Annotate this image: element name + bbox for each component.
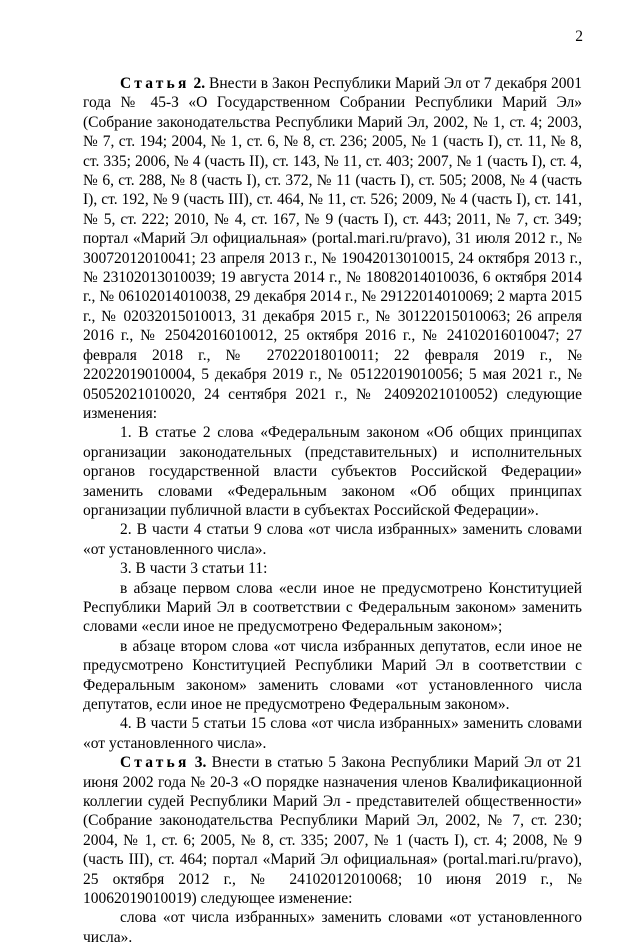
article-3-item: слова «от числа избранных» заменить словами «от установленного числа». [83,909,582,946]
article-2-item: 3. В части 3 статьи 11: [120,560,268,578]
article-2-item: 4. В части 5 статьи 15 слова «от числа избранных» заменить словами «от установленного числа». [83,715,582,752]
document-body [83,74,582,947]
article-2-intro [83,74,582,423]
article-3-text: Внести в статью 5 Закона Республики Марий Эл от 21 июня 2002 года № 20-З «О порядке назначения членов Квалификационной коллегии судей Республики Марий Эл - представителей общественности» (Собрание законодательства Республики Марий Эл, 2002, № 7, ст. 230; 2004, № 1, ст. 6; 2005, № 8, ст. 335; 2007, № 1 (часть I), ст. 4; 2008, № 9 (часть III), ст. 464; портал «Марий Эл официальная» (portal.mari.ru/pravo), 25 октября 2012 г., № 24102012010068; 10 июня 2019 г., № 10062019010019) следующее изменение: [83,754,582,908]
article-3-label: Статья [120,754,190,772]
article-2-item: в абзаце первом слова «если иное не предусмотрено Конституцией Республики Марий Эл в соответствии с Федеральным законом» заменить словами «если иное не предусмотрено Федеральным законом»; [83,579,582,636]
article-3-number: 3. [194,754,207,772]
article-2-item: 2. В части 4 статьи 9 слова «от числа избранных» заменить словами «от установленного числа». [83,521,582,558]
article-3-intro [83,753,582,908]
page-number: 2 [575,28,583,45]
article-2-item: 1. В статье 2 слова «Федеральным законом «Об общих принципах организации законодательных (представительных) и исполнительных органов государственной власти субъектов Российской Федерации» заменить словами «Федеральным законом «Об общих принципах организации публичной власти в субъектах Российской Федерации». [83,424,582,519]
article-2-text: Внести в Закон Республики Марий Эл от 7 декабря 2001 года № 45-З «О Государственном Собрании Республики Марий Эл» (Собрание законодательства Республики Марий Эл, 2002, № 1, ст. 4; 2003, № 7, ст. 194; 2004, № 1, ст. 6, № 8, ст. 236; 2005, № 1 (часть I), ст. 11, № 8, ст. 335; 2006, № 4 (часть II), ст. 143, № 11, ст. 403; 2007, № 1 (часть I), ст. 4, № 6, ст. 288, № 8 (часть I), ст. 372, № 11 (часть I), ст. 505; 2008, № 4 (часть I), ст. 192, № 9 (часть III), ст. 464, № 11, ст. 526; 2009, № 4 (часть I), ст. 141, № 5, ст. 222; 2010, № 4, ст. 167, № 9 (часть I), ст. 443; 2011, № 7, ст. 349; портал «Марий Эл официальная» (portal.mari.ru/pravo), 31 июля 2012 г., № 30072012010041; 23 апреля 2013 г., № 19042013010015, 24 октября 2013 г., № 23102013010039; 19 августа 2014 г., № 18082014010036, 6 октября 2014 г., № 06102014010038, 29 декабря 2014 г., № 29122014010069; 2 марта 2015 г., № 02032015010013, 31 декабря 2015 г., № 30122015010063; 26 апреля 2016 г., № 25042016010012, 25 октября 2016 г., № 24102016010047; 27 февраля 2018 г., № 27022018010011; 22 февраля 2019 г., № 22022019010004, 5 декабря 2019 г., № 05122019010056; 5 мая 2021 г., № 05052021010020, 24 сентября 2021 г., № 24092021010052) следующие изменения: [83,75,582,422]
article-2-number: 2. [193,75,206,92]
article-2-item: в абзаце втором слова «от числа избранных депутатов, если иное не предусмотрено Конституцией Республики Марий Эл в соответствии с Федеральным законом» заменить словами «от установленного числа депутатов, если иное не предусмотрено Федеральным законом». [83,637,582,713]
article-2-label: Статья [120,75,190,92]
